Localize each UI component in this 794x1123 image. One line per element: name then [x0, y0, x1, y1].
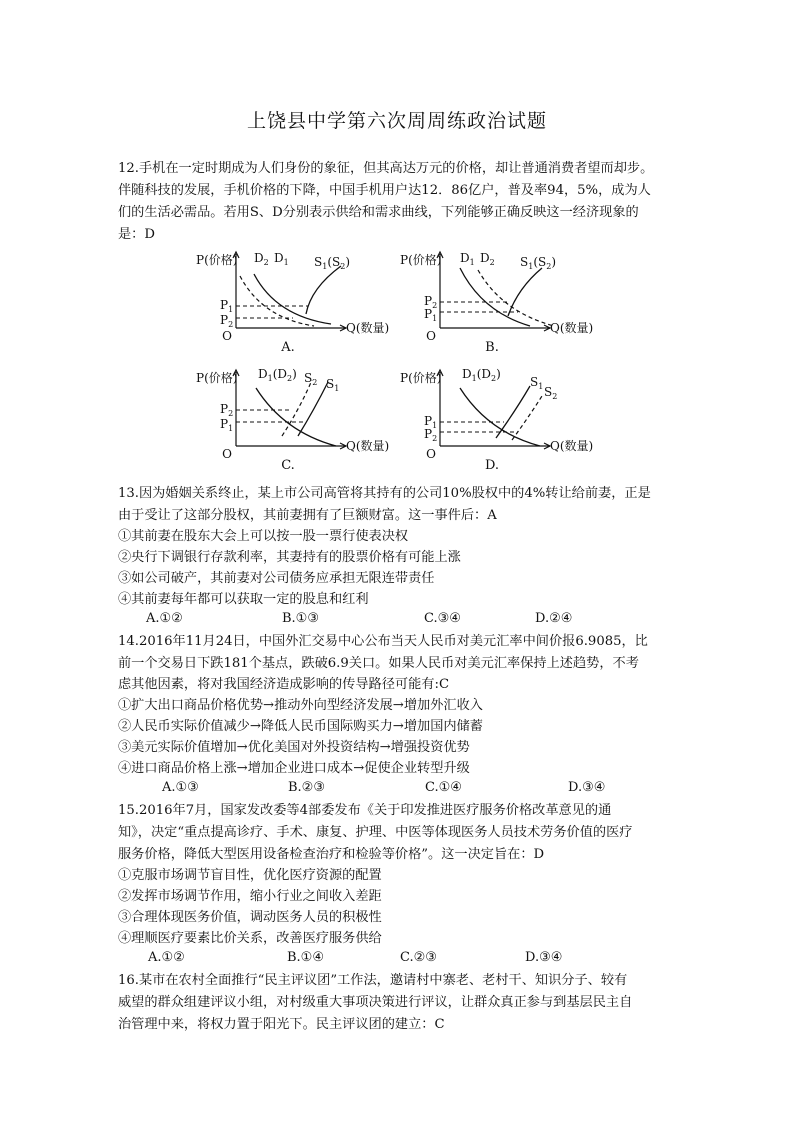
graph-letter: D.: [484, 458, 500, 473]
q13-option-d: D.②④: [535, 611, 573, 626]
curve-solid-2: [496, 386, 530, 438]
price-label-top: $P_1$: [424, 414, 438, 430]
curve-solid-1: [460, 268, 530, 326]
graph-letter: A.: [281, 340, 295, 355]
curve-label-3: $S_1$: [326, 377, 340, 393]
graph-c: [196, 366, 396, 478]
y-axis-label: P(价格): [196, 253, 238, 267]
graph-b: [400, 248, 600, 360]
supply-demand-svg: [196, 366, 396, 474]
q14-statement-3: ③美元实际价值增加→优化美国对外投资结构→增强投资优势: [118, 740, 470, 755]
curve-dashed-1: [282, 380, 312, 436]
origin-label: O: [426, 329, 436, 343]
origin-label: O: [222, 447, 232, 461]
q14-line-1: 14.2016年11月24日，中国外汇交易中心公布当天人民币对美元汇率中间价报6.9085，比: [118, 634, 648, 649]
q14-option-a: A.①③: [162, 780, 199, 795]
curve-label-3: $S_1(S_2)$: [520, 255, 557, 271]
origin-label: O: [222, 329, 232, 343]
q15-option-d: D.③④: [525, 950, 563, 965]
graph-d: [400, 366, 600, 478]
curve-label-1: $D_1(D_2)$: [258, 367, 297, 383]
x-axis-label: Q(数量): [346, 439, 390, 453]
q12-line-1: 12.手机在一定时期成为人们身份的象征，但其高达万元的价格，却让普通消费者望而却步。: [118, 161, 654, 176]
q13-statement-1: ①其前妻在股东大会上可以按一股一票行使表决权: [118, 529, 409, 544]
curve-label-2: $D_2$: [480, 251, 495, 267]
q15-option-a: A.①②: [148, 950, 185, 965]
q15-statement-4: ④理顺医疗要素比价关系，改善医疗服务供给: [118, 931, 382, 946]
price-label-top: $P_1$: [220, 298, 234, 314]
price-label-top: $P_2$: [424, 294, 438, 310]
curve-solid-2: [508, 268, 542, 316]
q14-option-c: C.①④: [425, 780, 462, 795]
price-label-bottom: $P_1$: [220, 417, 234, 433]
price-label-bottom: $P_2$: [220, 313, 234, 329]
curve-solid-2: [298, 382, 328, 436]
q14-option-d: D.③④: [568, 780, 606, 795]
curve-label-3: $S_1(S_2)$: [314, 255, 351, 271]
price-label-top: $P_2$: [220, 402, 234, 418]
curve-label-2: $D_1$: [274, 251, 289, 267]
q13-option-c: C.③④: [424, 611, 461, 626]
q15-line-3: 服务价格，降低大型医用设备检查治疗和检验等价格”。这一决定旨在：D: [118, 847, 545, 862]
supply-demand-svg: [400, 366, 600, 474]
q16-line-1: 16.某市在农村全面推行“民主评议团”工作法，邀请村中寨老、老村干、知识分子、较有: [118, 973, 628, 988]
q14-statement-1: ①扩大出口商品价格优势→推动外向型经济发展→增加外汇收入: [118, 698, 483, 713]
q14-line-2: 前一个交易日下跌181个基点，跌破6.9关口。如果人民币对美元汇率保持上述趋势，不考: [118, 656, 639, 671]
q15-statement-3: ③合理体现医务价值，调动医务人员的积极性: [118, 910, 382, 925]
q12-line-4: 是：D: [118, 227, 155, 242]
q14-statement-2: ②人民币实际价值减少→降低人民币国际购买力→增加国内储蓄: [118, 719, 483, 734]
page-title: 上饶县中学第六次周周练政治试题: [246, 110, 547, 132]
x-axis-label: Q(数量): [550, 439, 594, 453]
curve-label-2: $S_1$: [530, 375, 544, 391]
q15-option-c: C.②③: [400, 950, 437, 965]
curve-solid-1: [254, 274, 331, 324]
q15-statement-1: ①克服市场调节盲目性，优化医疗资源的配置: [118, 868, 382, 883]
q13-line-1: 13.因为婚姻关系终止，某上市公司高管将其持有的公司10%股权中的4%转让给前妻，正是: [118, 486, 651, 501]
curve-label-3: $S_2$: [544, 385, 558, 401]
origin-label: O: [426, 447, 436, 461]
curve-label-2: $S_2$: [304, 371, 318, 387]
price-label-bottom: $P_1$: [424, 307, 438, 323]
curve-solid-1: [256, 388, 336, 446]
curve-label-1: $D_2$: [254, 251, 269, 267]
graph-a: [196, 248, 396, 360]
q12-line-3: 们的生活必需品。若用S、D分别表示供给和需求曲线，下列能够正确反映这一经济现象的: [118, 205, 639, 220]
q13-statement-3: ③如公司破产，其前妻对公司债务应承担无限连带责任: [118, 571, 435, 586]
curve-label-1: $D_1$: [460, 251, 475, 267]
q15-line-1: 15.2016年7月，国家发改委等4部委发布《关于印发推进医疗服务价格改革意见的通: [118, 803, 612, 818]
graph-letter: B.: [485, 340, 499, 355]
q15-line-2: 知》，决定“重点提高诊疗、手术、康复、护理、中医等体现医务人员技术劳务价值的医疗: [118, 825, 633, 840]
q14-option-b: B.②③: [288, 780, 325, 795]
q15-option-b: B.①④: [287, 950, 324, 965]
q16-line-3: 治管理中来，将权力置于阳光下。民主评议团的建立：C: [118, 1017, 445, 1032]
q13-statement-4: ④其前妻每年都可以获取一定的股息和红利: [118, 592, 369, 607]
q13-line-2: 由于受让了这部分股权，其前妻拥有了巨额财富。这一事件后：A: [118, 508, 497, 523]
supply-demand-svg: [400, 248, 600, 356]
price-label-bottom: $P_2$: [424, 427, 438, 443]
curve-dashed-1: [512, 396, 542, 440]
q14-line-3: 虑其他因素，将对我国经济造成影响的传导路径可能有:C: [118, 677, 450, 692]
q14-statement-4: ④进口商品价格上涨→增加企业进口成本→促使企业转型升级: [118, 761, 470, 776]
q16-line-2: 威望的群众组建评议小组，对村级重大事项决策进行评议，让群众真正参与到基层民主自: [118, 995, 633, 1010]
y-axis-label: P(价格): [400, 371, 442, 385]
q13-statement-2: ②央行下调银行存款利率，其妻持有的股票价格有可能上涨: [118, 550, 461, 565]
q13-option-b: B.①③: [282, 611, 319, 626]
graph-letter: C.: [281, 458, 295, 473]
curve-solid-2: [306, 266, 341, 314]
q15-statement-2: ②发挥市场调节作用，缩小行业之间收入差距: [118, 889, 382, 904]
supply-demand-svg: [196, 248, 396, 356]
curve-solid-1: [460, 388, 540, 446]
q13-option-a: A.①②: [146, 611, 183, 626]
y-axis-label: P(价格): [400, 253, 442, 267]
curve-label-1: $D_1(D_2)$: [462, 367, 501, 383]
x-axis-label: Q(数量): [346, 321, 390, 335]
y-axis-label: P(价格): [196, 371, 238, 385]
q12-line-2: 伴随科技的发展，手机价格的下降，中国手机用户达12．86亿户，普及率94，5%，成为人: [118, 183, 651, 198]
x-axis-label: Q(数量): [550, 321, 594, 335]
